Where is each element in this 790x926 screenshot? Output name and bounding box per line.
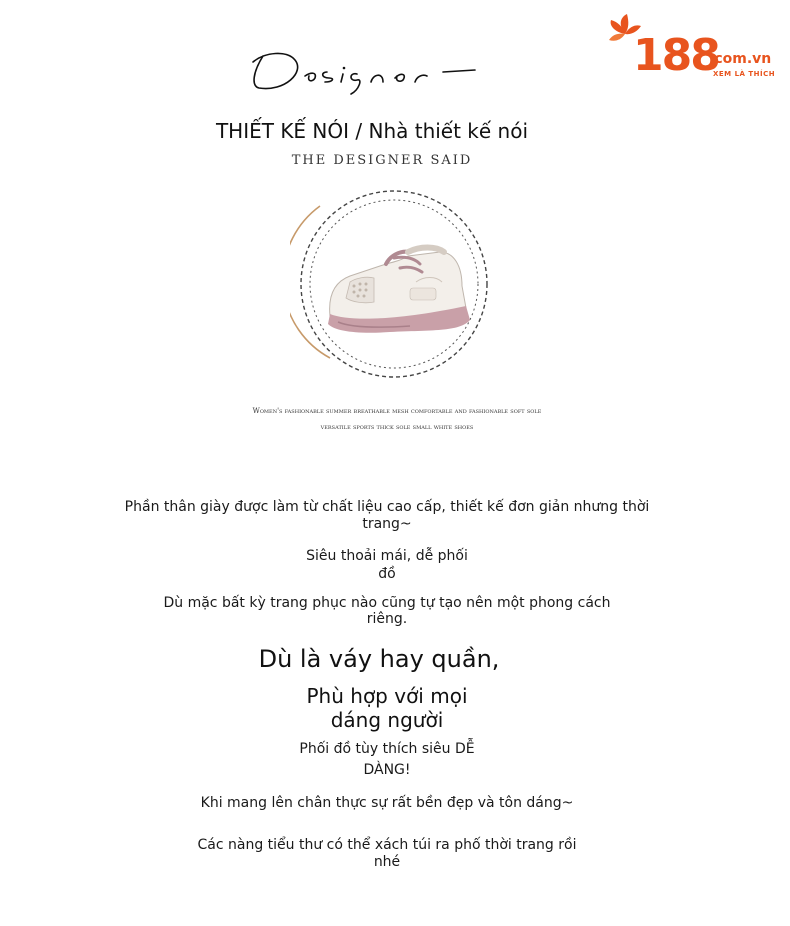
paragraph-street-line1: Các nàng tiểu thư có thể xách túi ra phố thời trang rồi <box>197 837 577 853</box>
subheadline-line2: dáng người <box>330 708 444 732</box>
paragraph-durable: Khi mang lên chân thực sự rất bền đẹp và tôn dáng~ <box>200 795 574 811</box>
paragraph-style-line1: Dù mặc bất kỳ trang phục nào cũng tự tạo nên một phong cách <box>163 595 611 611</box>
logo-domain: .com.vn <box>709 51 772 67</box>
page-subtitle: THE DESIGNER SAID <box>291 153 473 168</box>
product-image-shoe <box>290 186 496 388</box>
logo-number: 188 <box>633 30 719 81</box>
paragraph-easy-line1: Phối đồ tùy thích siêu DỄ <box>299 741 475 757</box>
product-caption-line2: versatile sports thick sole small white shoes <box>320 423 474 431</box>
shoe-illustration <box>328 248 470 333</box>
subheadline-line1: Phù hợp với mọi <box>306 684 468 708</box>
brand-logo[interactable] <box>605 12 780 82</box>
designer-script-title <box>245 42 485 98</box>
paragraph-street-line2: nhé <box>373 854 401 870</box>
paragraph-easy-line2: DÀNG! <box>363 762 411 778</box>
paragraph-material-line1: Phần thân giày được làm từ chất liệu cao cấp, thiết kế đơn giản nhưng thời <box>124 499 650 515</box>
product-caption-line1: Women's fashionable summer breathable mesh comfortable and fashionable soft sole <box>252 407 542 415</box>
paragraph-comfort-line2: đồ <box>378 566 396 582</box>
page-title: THIẾT KẾ NÓI / Nhà thiết kế nói <box>215 119 529 143</box>
headline: Dù là váy hay quần, <box>258 645 500 673</box>
logo-slogan: XEM LÀ THÍCH <box>713 70 776 78</box>
paragraph-material-line2: trang~ <box>362 516 412 532</box>
paragraph-style-line2: riêng. <box>366 611 408 627</box>
paragraph-comfort-line1: Siêu thoải mái, dễ phối <box>306 548 468 564</box>
